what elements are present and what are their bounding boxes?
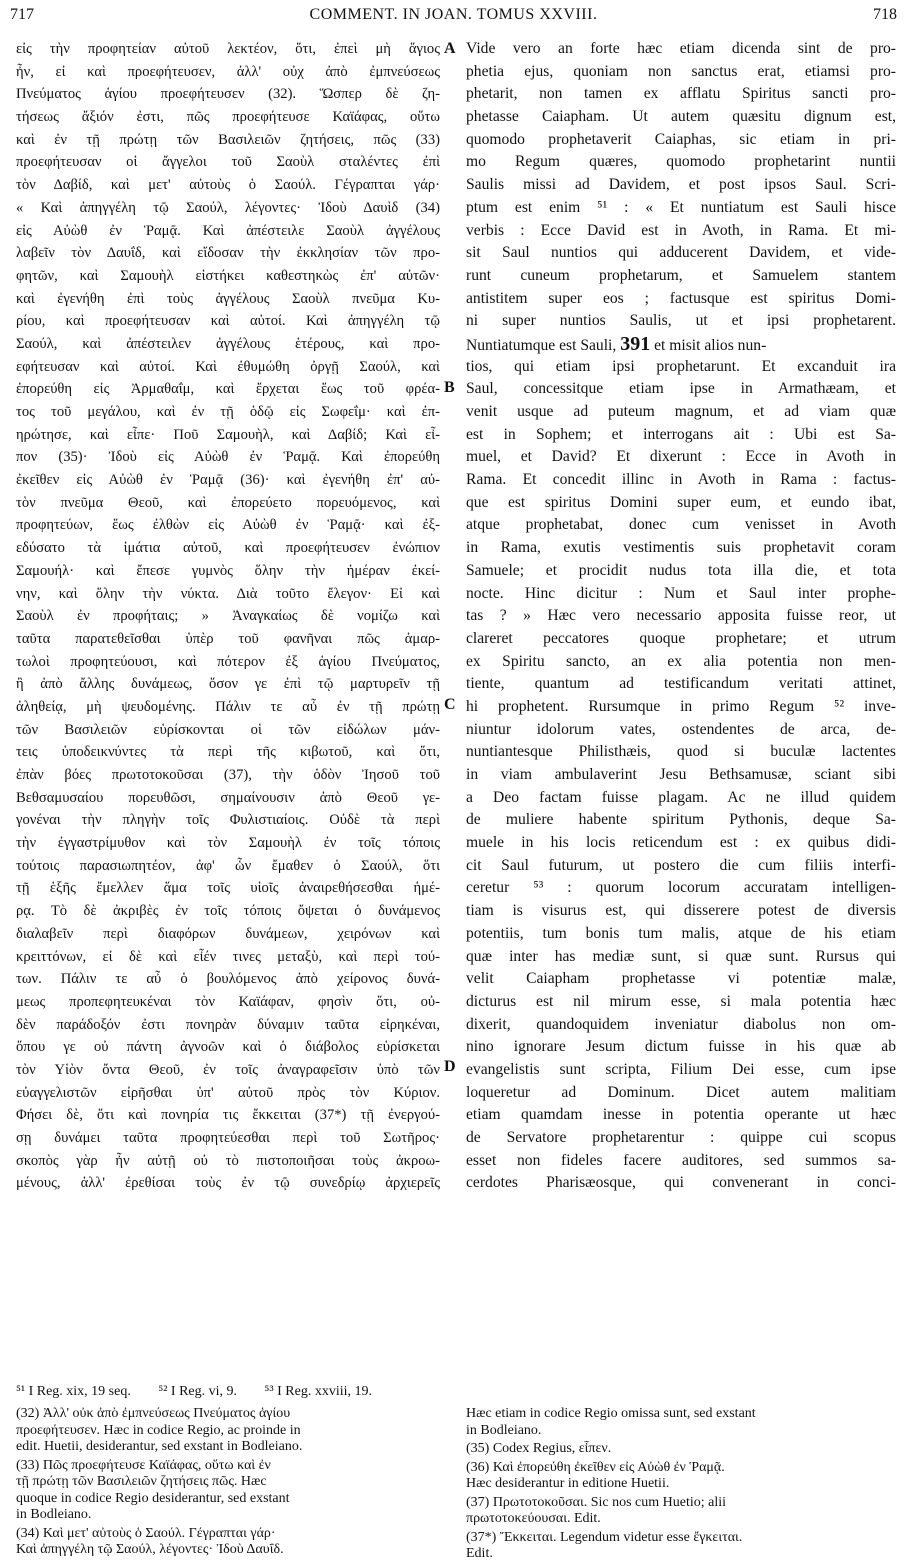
greek-text-line: Φήσει δὲ, ὅτι καὶ πονηρία τις ἔκκειται (37*) τῇ ἐνεργού-: [16, 1107, 440, 1124]
latin-text-line: cerdotes Pharisæosque, qui convenerant in conci-: [466, 1174, 896, 1192]
latin-text-line: loqueretur ad Dominum. Dicet autem malitiam: [466, 1083, 896, 1101]
footnote-line: Edit.: [466, 1546, 493, 1561]
footnote-line: (37) Πρωτοτοκοῦσαι. Sic nos cum Huetio; alii: [466, 1494, 727, 1510]
greek-text-line: μένους, ἀλλ' ἐρεθίσαι τοὺς ἐν τῷ συνεδρίῳ ἀρχιερεῖς: [16, 1175, 440, 1192]
latin-text-line: Saulis missi ad Davidem, et post ipsos Saul. Scri-: [466, 176, 896, 194]
footnote-line: (36) Καὶ ἐπορεύθη ἐκεῖθεν εἰς Αὐὼθ ἐν Ῥαμᾷ.: [466, 1459, 725, 1475]
greek-text-line: « Καὶ ἀπηγγέλη τῷ Σαούλ, λέγοντες· Ἰδοὺ Δαυὶδ (34): [16, 199, 440, 216]
latin-text-line: quæ inter has mediæ sunt, si quæ sunt. Rursus qui: [466, 947, 896, 965]
greek-text-line: γονέναι τὴν πληγὴν τοῖς Φυλιστιαίοις. Οὐδὲ τὰ περὶ: [16, 812, 440, 829]
greek-text-line: εδύσατο τὰ ἱμάτια αὐτοῦ, καὶ προεφήτευσεν ἐνώπιον: [16, 540, 440, 557]
running-title: COMMENT. IN JOAN. TOMUS XXVIII.: [309, 6, 598, 23]
greek-text-line: μεως προπεφητευκέναι τὸν Καϊάφαν, φησὶν ὅτι, οὐ-: [16, 993, 440, 1010]
latin-text-column: [466, 38, 896, 1195]
latin-text-line: phetarit, non tamen ex afflatu Spiritus sancti pro-: [466, 85, 896, 103]
footnote: [466, 1441, 896, 1458]
latin-text-line: Saul, concessitque etiam ipse in Armathæam, et: [466, 380, 896, 398]
footnote-line: πρωτοτοκεύουσαι. Edit.: [466, 1511, 601, 1526]
greek-text-line: εἰς τὴν προφητείαν αὐτοῦ λεκτέον, ὅτι, ἐπεὶ μὴ ἅγιος: [16, 41, 440, 57]
greek-text-line: εὐαγγελιστῶν εἰρῆσθαι ὑπ' αὐτοῦ πρὸς τὸν Κύριον.: [16, 1084, 440, 1101]
latin-text-line: tiente, quantum ad testificandum veritati attinet,: [466, 675, 896, 693]
greek-text-line: κρειττόνων, εἰ δὲ καὶ εἶέν τινες μεταξὺ, καὶ περὶ τού-: [16, 948, 440, 965]
greek-text-line: Σαούλ, καὶ ἀπέστειλεν ἀγγέλους ἑτέρους, καὶ προ-: [16, 335, 440, 352]
greek-text-line: ρᾳ. Τὸ δὲ ἀκριβὲς ἐν τοῖς τόποις ὄψεται ὁ δυνάμενος: [16, 903, 440, 920]
footnote: [466, 1530, 896, 1563]
greek-text-line: Σαμουήλ· καὶ ἔπεσε γυμνὸς ὅλην τὴν ἡμέραν ἐκεί-: [16, 562, 440, 579]
footnote: [16, 1406, 444, 1456]
greek-text-line: Σαοὺλ ἐν προφήταις; » Ἀναγκαίως δὲ νομίζω καὶ: [16, 608, 440, 625]
greek-text-line: Βεθσαμυσαίου πορευθῶσι, σημαίνουσιν ἀπὸ Θεοῦ γε-: [16, 789, 440, 806]
footnote-line: quoque in codice Regio desiderantur, sed exstant: [16, 1490, 290, 1506]
greek-text-line: ἐκεῖθεν εἰς Αὐὼθ ἐν Ῥαμᾷ (36)· καὶ ἐγενήθη ἐπ' αὐ-: [16, 472, 440, 489]
greek-text-line: ηρώτησε, καὶ εἶπε· Ποῦ Σαμουὴλ, καὶ Δαβίδ; Καὶ εἶ-: [16, 426, 440, 443]
greek-text-line: ὅπου γε οὐ πάντη ἀγνοῶν καὶ ὁ διάβολος εὑρίσκεται: [16, 1039, 440, 1056]
latin-text-line: velit Caiapham prophetasse vi potentiæ malæ,: [466, 970, 896, 988]
latin-text-line: ni super nuntios Saulis, ut et ipsi prophetarent.: [466, 312, 896, 330]
latin-text-line: cit Saul futurum, ut postero die cum filiis interfi-: [466, 856, 896, 874]
greek-text-line: εφήτευσαν καὶ αὐτοί. Καὶ ἐθυμώθη ὀργῇ Σαούλ, καὶ: [16, 358, 440, 375]
latin-text-line: [466, 333, 896, 356]
greek-text-line: λαβεῖν τὸν Δαυΐδ, καὶ εἴδοσαν τὴν ἐκκλησίαν τῶν προ-: [16, 245, 440, 262]
scripture-ref-53: ⁵³ I Reg. xxviii, 19.: [264, 1384, 372, 1399]
latin-text-line: de Servatore prophetarentur : quippe cui scopus: [466, 1129, 896, 1146]
footnote: [16, 1526, 444, 1559]
footnote-line: Καὶ ἀπηγγέλη τῷ Σαούλ, λέγοντες· Ἰδοὺ Δαυΐδ.: [16, 1542, 284, 1557]
greek-text-line: τῶν Βασιλειῶν εὑρίσκονται οἱ τῶν εἰδώλων μάν-: [16, 721, 440, 738]
greek-text-line: σκοπὸς γὰρ ἦν αὐτῇ οὐ τὸ πιστοποιῆσαι τοὺς ἀκροω-: [16, 1152, 440, 1169]
greek-text-line: ἦν, εἰ καὶ προεφήτευσεν, ἀλλ' οὐχ ἀπὸ ἐμπνεύσεως: [16, 63, 440, 80]
column-number-marker: 391: [620, 332, 651, 355]
greek-text-line: τὴν ἐγγαστρίμυθον καὶ τὸν Σαμουὴλ ἐν τοῖς τόποις: [16, 835, 440, 852]
latin-line-text: Nuntiatumque est Sauli,: [466, 336, 621, 354]
greek-text-line: ἐπορεύθη εἰς Ἀρμαθαΐμ, καὶ ἔρχεται ἕως τοῦ φρέα-: [16, 381, 440, 398]
footnote-line: προεφήτευσεν. Hæc in codice Regio, ac proinde in: [16, 1422, 301, 1438]
latin-text-line: muel, et David? Et dixerunt : Ecce in Avoth in: [466, 448, 896, 466]
greek-text-line: φητῶν, καὶ Σαμουὴλ εἱστήκει καθεστηκὼς ἐπ' αὐτῶν·: [16, 267, 440, 284]
latin-text-line: niuntur idolorum vates, ostendentes de arca, de-: [466, 720, 896, 738]
page-header: [10, 6, 897, 28]
latin-text-line: Samuele; et procidit nudus tota illa die, et tota: [466, 561, 896, 579]
latin-text-line: tios, qui etiam ipsi prophetarunt. Et excanduit ira: [466, 357, 896, 375]
latin-text-line: etiam quamdam inesse in potentia operante ut hæc: [466, 1106, 896, 1124]
latin-text-line: ptum est enim ⁵¹ : « Et nuntiatum est Sauli hisce: [466, 198, 896, 216]
latin-text-line: nuntiantesque Philisthæis, quod si buculæ lactentes: [466, 743, 896, 761]
greek-text-line: τὸν Δαβίδ, καὶ μετ' αὐτοὺς ὁ Σαούλ. Γέγραπται γάρ·: [16, 177, 440, 194]
footnote-line: (37*) Ἔκκειται. Legendum videtur esse ἔγκειται.: [466, 1529, 743, 1545]
scripture-references: [16, 1384, 896, 1400]
footnote-line: (35) Codex Regius, εἶπεν.: [466, 1441, 612, 1456]
latin-text-line: a Deo factam fuisse plagam. Ac ne illud quidem: [466, 788, 896, 806]
greek-text-line: των. Πάλιν τε αὖ ὁ βουλόμενος ἀπὸ χείρονος δυνά-: [16, 971, 440, 988]
page-number-right: 718: [873, 6, 897, 23]
latin-text-line: dixerit, quandoquidem inveniatur diabolus non om-: [466, 1015, 896, 1033]
footnote: [466, 1406, 896, 1439]
latin-text-line: sit Saul nuntios qui adducerent Davidem, et vide-: [466, 244, 896, 262]
greek-text-line: τούτοις παρασιωπητέον, ἀφ' ὧν ἔμαθεν ὁ Σαούλ, ὅτι: [16, 857, 440, 874]
latin-text-line: esset non fideles facere auditores, sed summos sa-: [466, 1151, 896, 1169]
footnote: [466, 1460, 896, 1493]
page-number-left: 717: [10, 6, 34, 23]
footnote-line: in Bodleiano.: [16, 1507, 92, 1522]
greek-text-line: προφητεύων, ἕως ἐλθὼν εἰς Αὐὼθ ἐν Ῥαμᾷ· καὶ ἐξ-: [16, 517, 440, 534]
greek-text-line: σῃ δυνάμει ταῦτα προφητεύεσθαι περὶ τοῦ Σωτῆρος·: [16, 1130, 440, 1146]
latin-text-line: nino ignorare Jesum dictum fuisse in his quæ ab: [466, 1038, 896, 1056]
notes-right-column: [466, 1406, 896, 1565]
latin-text-line: Rama. Et concedit illinc in Avoth in Rama : factus-: [466, 471, 896, 489]
latin-text-line: runt cuneum prophetarum, et Samuelem stantem: [466, 266, 896, 284]
latin-text-line: ceretur ⁵³ : quorum locorum accuratam intelligen-: [466, 879, 896, 897]
greek-text-line: τὸν πνεῦμα Θεοῦ, καὶ ἐπορεύετο πορευόμενος, καὶ: [16, 494, 440, 511]
footnote-line: (34) Καὶ μετ' αὐτοὺς ὁ Σαούλ. Γέγραπται γάρ·: [16, 1525, 276, 1541]
greek-text-line: τος τοῦ μεγάλου, καὶ ἐν τῇ ὁδῷ εἰς Σωφεΐμ· καὶ ἐπ-: [16, 404, 440, 420]
greek-text-line: Πνεύματος ἁγίου προεφήτευσεν (32). Ὥσπερ δὲ ζη-: [16, 86, 440, 103]
latin-text-line: muele in his locis reticendum est : ex quibus didi-: [466, 834, 896, 852]
greek-text-line: ρίου, καὶ προεφήτευσαν καὶ αὐτοί. Καὶ ἀπηγγέλη τῷ: [16, 313, 440, 330]
latin-text-line: atque prophetabat, donec cum venisset in Avoth: [466, 516, 896, 534]
greek-text-line: ἐπὰν βόες πρωτοτοκοῦσαι (37), τὴν ὁδὸν Ἰησοῦ τοῦ: [16, 767, 440, 783]
latin-text-line: verbis : Ecce David est in Avoth, in Rama. Et mi-: [466, 221, 896, 239]
latin-text-line: de muliere habente spiritum Pythonis, deque Sa-: [466, 811, 896, 829]
latin-text-line: que est spiritus Domini super eum, et eundo ibat,: [466, 493, 896, 511]
latin-text-line: hi prophetent. Rursumque in primo Regum ⁵² inve-: [466, 697, 896, 715]
latin-text-line: Vide vero an forte hæc etiam dicenda sint de pro-: [466, 40, 896, 57]
greek-text-line: προεφήτευσαν οἱ ἄγγελοι τοῦ Σαοὺλ σταλέντες ἐπὶ: [16, 154, 440, 171]
footnote-line: edit. Huetii, desiderantur, sed exstant in Bodleiano.: [16, 1439, 303, 1454]
latin-text-line: clareret peccatores quoque prophetare; et utrum: [466, 629, 896, 647]
latin-text-line: mo Regum quæres, quomodo prophetarint nuntii: [466, 153, 896, 171]
footnote-line: Hæc etiam in codice Regio omissa sunt, sed exstant: [466, 1406, 756, 1421]
margin-marker-d: D: [444, 1058, 456, 1075]
latin-text-line: dicturus est nil mirum esse, si mala potentia hæc: [466, 992, 896, 1010]
greek-text-line: τὸν Υἱὸν ὄντα Θεοῦ, ἐν τοῖς ἀναγραφεῖσιν ὑπὸ τῶν: [16, 1061, 440, 1078]
latin-text-line: phetasse Caiapham. Ut autem quæsitu dignum est,: [466, 108, 896, 126]
latin-text-line: potentiis, tum bonis tum malis, atque de his etiam: [466, 924, 896, 942]
greek-text-column: [16, 38, 440, 1195]
latin-text-line: nocte. Hinc dicitur : Num et Saul inter prophe-: [466, 584, 896, 602]
footnote: [16, 1458, 444, 1524]
latin-text-line: phetia ejus, quoniam non sanctus erat, etiamsi pro-: [466, 62, 896, 80]
greek-text-line: ἀληθείᾳ, μὴ ψευδομένης. Πάλιν τε αὖ ἐν τῇ πρώτῃ: [16, 698, 440, 715]
latin-text-line: quomodo prophetaverit Caiaphas, sic etiam in pri-: [466, 130, 896, 148]
greek-text-line: τήσεως ἄξιόν ἐστι, πῶς προεφήτευσε Καϊάφας, οὕτω: [16, 109, 440, 126]
greek-text-line: δὲν παράδοξόν ἐστι πονηρὰν δύναμιν ταῦτα εἰρηκέναι,: [16, 1016, 440, 1033]
footnote-line: Hæc desiderantur in editione Huetii.: [466, 1476, 670, 1491]
greek-text-line: τῇ ἑξῆς ἔμελλεν ἅμα τοῖς υἱοῖς ἀναιρεθήσεσθαι ἡμέ-: [16, 880, 440, 897]
latin-text-line: tas ? » Hæc vero necessario apposita fuisse reor, ut: [466, 607, 896, 625]
latin-text-line: in Rama, exutis vestimentis suis prophetavit coram: [466, 539, 896, 557]
greek-text-line: καὶ ἐγενήθη ἐπὶ τοὺς ἀγγέλους Σαοὺλ πνεῦμα Κυ-: [16, 290, 440, 307]
footnote-line: τῇ πρώτῃ τῶν Βασιλειῶν ζητήσεις πῶς. Hæc: [16, 1474, 267, 1489]
margin-marker-a: A: [444, 40, 456, 57]
greek-text-line: ταῦτα παρατεθεῖσθαι ὑπὲρ τοῦ φανῆναι πῶς ἁμαρ-: [16, 630, 440, 647]
footnote: [466, 1495, 896, 1528]
greek-text-line: τεις ὑποδεικνύντες τὰ περὶ τῆς κιβωτοῦ, καὶ ὅτι,: [16, 744, 440, 761]
scripture-ref-52: ⁵² I Reg. vi, 9.: [158, 1384, 238, 1399]
greek-text-line: διαλαβεῖν περὶ διαφόρων δυνάμεων, χειρόνων καὶ: [16, 925, 440, 942]
latin-text-line: venit usque ad puteum magnum, et ad viam quæ: [466, 403, 896, 420]
footnote-line: (32) Ἀλλ' οὐκ ἀπὸ ἐμπνεύσεως Πνεύματος ἁγίου: [16, 1406, 291, 1421]
latin-text-line: tiam is visurus est, qui disserere potest de diversis: [466, 902, 896, 920]
greek-text-line: ἢ ἀπὸ ἄλλης δυνάμεως, ὅσον γε ἐπὶ τῷ μαρτυρεῖν τῇ: [16, 676, 440, 693]
footnote-line: in Bodleiano.: [466, 1422, 542, 1438]
greek-text-line: εἰς Αὐὼθ ἐν Ῥαμᾷ. Καὶ ἀπέστειλε Σαοὺλ ἀγγέλους: [16, 222, 440, 239]
margin-marker-c: C: [444, 696, 456, 713]
greek-text-line: νην, καὶ ὅλην τὴν νύκτα. Διὰ τοῦτο ἔλεγον· Εἰ καὶ: [16, 585, 440, 602]
latin-text-line: in viam ambulaverint Jesu Bethsamusæ, sciant sibi: [466, 766, 896, 783]
notes-left-column: [16, 1406, 444, 1561]
greek-text-line: καὶ ἐν τῇ πρώτῃ τῶν Βασιλειῶν ζητήσεις, πῶς (33): [16, 131, 440, 148]
latin-line-text: et misit alios nun-: [650, 336, 767, 354]
latin-text-line: evangelistis sunt scripta, Filium Dei esse, cum ipse: [466, 1060, 896, 1078]
footnote-line: (33) Πῶς προεφήτευσε Καϊάφας, οὕτω καὶ ἐν: [16, 1457, 271, 1473]
margin-marker-b: B: [444, 379, 455, 396]
greek-text-line: πον (35)· Ἰδοὺ εἰς Αὐὼθ ἐν Ῥαμᾷ. Καὶ ἐπορεύθη: [16, 449, 440, 466]
latin-text-line: est in Sophem; et interrogans ait : Ubi est Sa-: [466, 425, 896, 443]
latin-text-line: antistitem super eos ; factusque est spiritus Domi-: [466, 289, 896, 307]
scripture-ref-51: ⁵¹ I Reg. xix, 19 seq.: [16, 1384, 131, 1399]
greek-text-line: τωλοὶ προφητεύουσι, καὶ πότερον ἐξ ἁγίου Πνεύματος,: [16, 653, 440, 670]
latin-text-line: ex Spiritu sancto, an ex alia potentia non men-: [466, 652, 896, 670]
